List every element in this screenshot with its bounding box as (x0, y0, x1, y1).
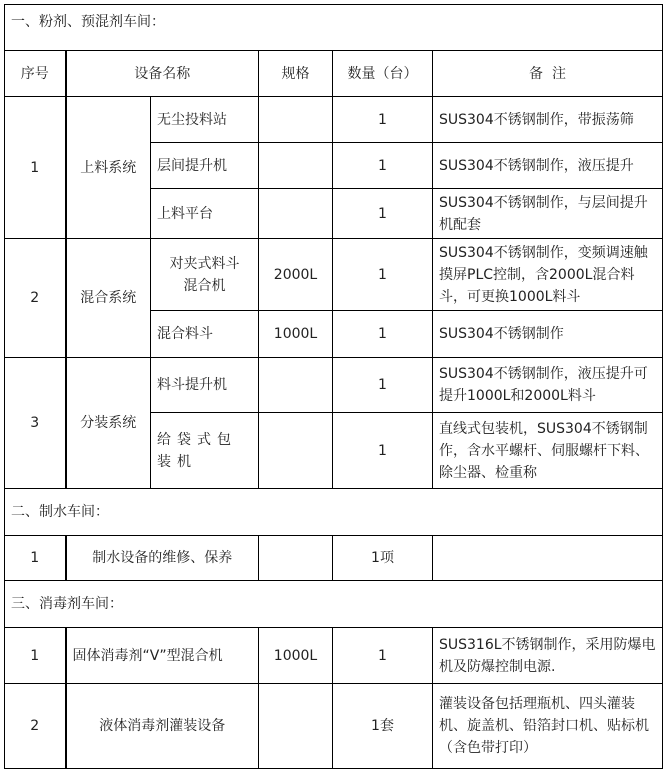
equipment-name: 无尘投料站 (151, 97, 259, 143)
quantity: 1 (333, 143, 433, 189)
remark (433, 536, 663, 581)
table-row (5, 97, 663, 143)
table-row (5, 628, 663, 684)
header-seq: 序号 (5, 51, 66, 97)
table-row (5, 536, 663, 581)
equipment-name: 料斗提升机 (151, 358, 259, 413)
spec (259, 97, 333, 143)
row-seq: 1 (5, 97, 66, 239)
remark: SUS304不锈钢制作，与层间提升机配套 (433, 189, 663, 239)
quantity: 1项 (333, 536, 433, 581)
equipment-name: 上料平台 (151, 189, 259, 239)
quantity: 1 (333, 413, 433, 489)
row-seq: 1 (5, 628, 66, 684)
quantity: 1 (333, 97, 433, 143)
remark: 灌装设备包括理瓶机、四头灌装机、旋盖机、铅箔封口机、贴标机（含色带打印） (433, 684, 663, 769)
quantity: 1 (333, 311, 433, 358)
spec (259, 358, 333, 413)
quantity: 1 (333, 239, 433, 311)
remark: SUS304不锈钢制作，带振荡筛 (433, 97, 663, 143)
row-seq: 1 (5, 536, 66, 581)
spec (259, 536, 333, 581)
header-name: 设备名称 (66, 51, 259, 97)
equipment-name: 给袋式包装机 (151, 413, 259, 489)
table-row (5, 358, 663, 413)
system-name: 混合系统 (66, 239, 151, 358)
remark: SUS304不锈钢制作，液压提升 (433, 143, 663, 189)
system-name: 分装系统 (66, 358, 151, 489)
equipment-name: 制水设备的维修、保养 (66, 536, 259, 581)
spec: 1000L (259, 311, 333, 358)
remark: SUS304不锈钢制作，液压提升可提升1000L和2000L料斗 (433, 358, 663, 413)
spec (259, 413, 333, 489)
quantity: 1 (333, 189, 433, 239)
row-seq: 2 (5, 684, 66, 769)
spec: 2000L (259, 239, 333, 311)
table-row (5, 684, 663, 769)
equipment-name: 液体消毒剂灌装设备 (66, 684, 259, 769)
section-title: 二、制水车间： (5, 489, 663, 536)
equipment-name: 对夹式料斗混合机 (151, 239, 259, 311)
equipment-table (4, 4, 663, 769)
table-row (5, 239, 663, 311)
spec (259, 189, 333, 239)
quantity: 1 (333, 358, 433, 413)
quantity: 1 (333, 628, 433, 684)
header-qty: 数量（台） (333, 51, 433, 97)
section-title: 一、粉剂、预混剂车间： (5, 5, 663, 51)
section-title-row (5, 489, 663, 536)
equipment-name: 固体消毒剂“V”型混合机 (66, 628, 259, 684)
remark: SUS304不锈钢制作 (433, 311, 663, 358)
quantity: 1套 (333, 684, 433, 769)
header-remark: 备 注 (433, 51, 663, 97)
spec (259, 684, 333, 769)
section-title-row (5, 581, 663, 628)
remark: SUS304不锈钢制作，变频调速触摸屏PLC控制，含2000L混合料斗，可更换1000L料斗 (433, 239, 663, 311)
section-title: 三、消毒剂车间： (5, 581, 663, 628)
section-title-row (5, 5, 663, 51)
row-seq: 2 (5, 239, 66, 358)
header-spec: 规格 (259, 51, 333, 97)
remark: SUS316L不锈钢制作，采用防爆电机及防爆控制电源. (433, 628, 663, 684)
system-name: 上料系统 (66, 97, 151, 239)
spec (259, 143, 333, 189)
remark: 直线式包装机，SUS304不锈钢制作，含水平螺杆、伺服螺杆下料、除尘器、检重称 (433, 413, 663, 489)
row-seq: 3 (5, 358, 66, 489)
header-row (5, 51, 663, 97)
equipment-name: 层间提升机 (151, 143, 259, 189)
equipment-name: 混合料斗 (151, 311, 259, 358)
spec: 1000L (259, 628, 333, 684)
